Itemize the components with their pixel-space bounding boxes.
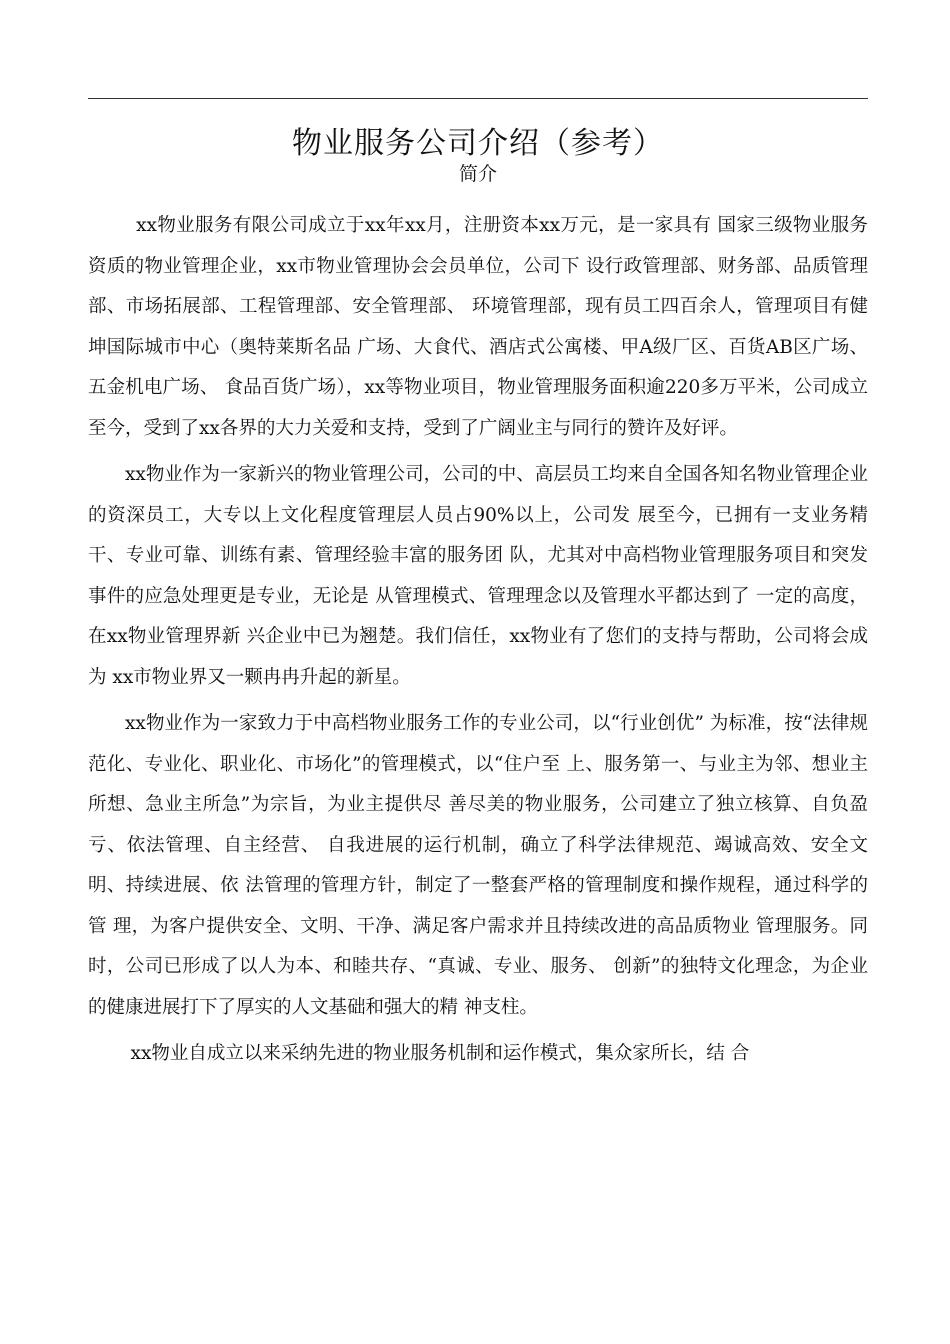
paragraph-2: xx物业作为一家新兴的物业管理公司，公司的中、高层员工均来自全国各知名物业管理企业的资深员工，大专以上文化程度管理层人员占90%以上，公司发 展至今，已拥有一支业务精干、专业可靠、训练有素、管理经验丰富的服务团 队，尤其对中高档物业管理服务项目和突发事件的应急处理更是专业，无论是 从管理模式、管理理念以及管理水平都达到了 一定的高度，在xx物业管理界新 兴企业中已为翘楚。我们信任，xx物业有了您们的支持与帮助，公司将会成为 xx市物业界又一颗冉冉升起的新星。: [88, 464, 868, 688]
header-rule: [88, 98, 868, 99]
paragraph-3: xx物业作为一家致力于中高档物业服务工作的专业公司，以“行业创优” 为标准，按“法律规范化、专业化、职业化、市场化”的管理模式，以“住户至 上、服务第一、与业主为邻、想业主所想、急业主所急”为宗旨，为业主提供尽 善尽美的物业服务，公司建立了独立核算、自负盈亏、依法管理、自主经营、 自我进展的运行机制，确立了科学法律规范、竭诚高效、安全文明、持续进展、依 法管理的管理方针，制定了一整套严格的管理制度和操作规程，通过科学的管 理，为客户提供安全、文明、干净、满足客户需求并且持续改进的高品质物业 管理服务。同时，公司已形成了以人为本、和睦共存、“真诚、专业、服务、 创新”的独特文化理念，为企业的健康进展打下了厚实的人文基础和强大的精 神支柱。: [88, 713, 868, 1018]
document-body: [88, 206, 868, 1081]
section-heading: 简介: [458, 163, 497, 185]
paragraph-4: xx物业自成立以来采纳先进的物业服务机制和运作模式，集众家所长，结 合: [130, 1043, 750, 1064]
paragraph-1: xx物业服务有限公司成立于xx年xx月，注册资本xx万元，是一家具有 国家三级物业服务资质的物业管理企业，xx市物业管理协会会员单位，公司下 设行政管理部、财务部、品质管理部、市场拓展部、工程管理部、安全管理部、 环境管理部，现有员工四百余人，管理项目有健坤国际城市中心（奥特莱斯名品 广场、大食代、酒店式公寓楼、甲A级厂区、百货AB区广场、五金机电广场、 食品百货广场），xx等物业项目，物业管理服务面积逾220多万平米，公司成立 至今，受到了xx各界的大力关爱和支持，受到了广阔业主与同行的赞许及好评。: [88, 215, 868, 439]
document-title: 物业服务公司介绍（参考）: [292, 126, 664, 162]
